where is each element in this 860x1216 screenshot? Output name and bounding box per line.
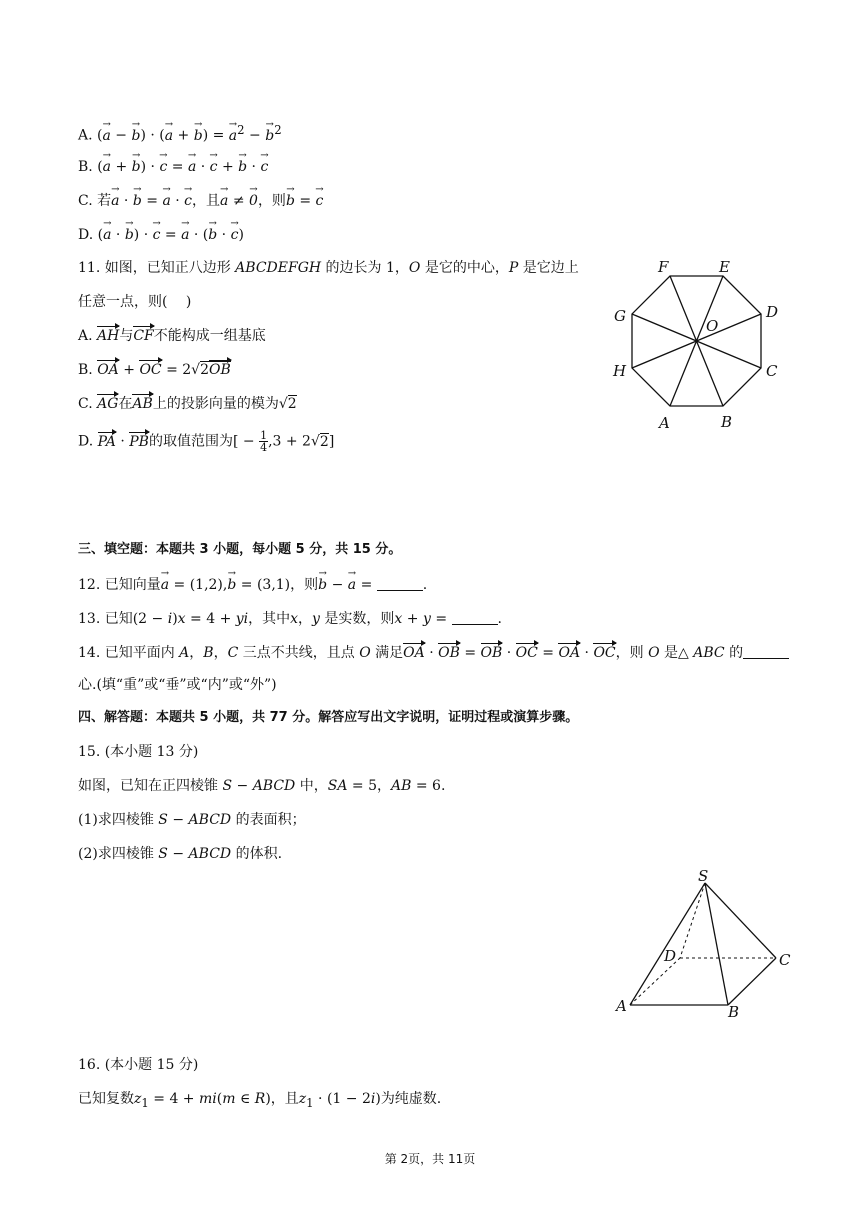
label-o: O [706,317,719,335]
q10-option-c: C. 若→ a · → b = → a · → c，且→ a ≠ → 0，则→ b = → c [78,191,323,211]
q15-sub2: (2)求四棱锥 S − ABCD 的体积. [78,846,283,862]
q11-stem-line2: 任意一点，则( ) [78,294,192,310]
q11-option-b: B. OA + OC = 2√2OB [78,362,231,378]
section-3-title: 三、填空题：本题共 3 小题，每小题 5 分，共 15 分。 [78,542,402,557]
q10-option-a: A. (→ a − → b) · (→ a + → b) = → $a^2$ − → $b^2$ [78,120,282,146]
q10-option-d: D. (→ a · → b) · → c = → a · (→ b · → c) [78,225,244,245]
q14: 14. 已知平面内 A，B，C 三点不共线，且点 O 满足OA · OB = OB · OC = OA · OC，则 O 是△ ABC 的 [78,643,789,663]
label-b: B [728,1003,740,1021]
label-a: A [659,414,670,432]
q15-stem: 如图，已知在正四棱锥 S − ABCD 中，SA = 5，AB = 6. [78,778,446,794]
q11-stem: 11. 如图，已知正八边形 ABCDEFGH 的边长为 1，O 是它的中心，P 是它边上 [78,260,579,276]
pyramid-figure [610,865,800,1025]
label-g: G [614,307,626,325]
label-s: S [698,867,709,885]
label-h: H [613,362,627,380]
label-b: B [721,413,733,431]
q15-sub1: (1)求四棱锥 S − ABCD 的表面积； [78,812,306,828]
q10-option-b: B. (→ a + → b) · → c = → a · → c + → b · → c [78,157,268,177]
q16-stem: 已知复数$z_1 = 4 + mi(m$ ∈ R)，且$z_1 \cdot (1 - 2i)$为纯虚数. [78,1091,442,1110]
label-d: D [664,947,677,965]
q12: 12. 已知向量→ a = (1,2),→ b = (3,1)，则→ b − → a = . [78,575,427,595]
label-f: F [658,258,669,276]
label-e: E [719,258,730,276]
label-c: C [766,362,778,380]
label-c: C [779,951,791,969]
label-d: D [766,303,779,321]
q15-header: 15. (本小题 13 分) [78,744,199,760]
q16-header: 16. (本小题 15 分) [78,1057,199,1073]
section-4-title: 四、解答题：本题共 5 小题，共 77 分。解答应写出文字说明，证明过程或演算步骤。 [78,710,579,725]
q11-option-d: D. PA · PB的取值范围为[ − $\frac{1}{4}$ ,3 + 2√2] [78,429,335,454]
page-footer: 第 2页，共 11页 [384,1152,476,1166]
q11-option-a: A. AH与CF不能构成一组基底 [78,328,266,344]
q11-option-c: C. AG在AB上的投影向量的模为√2 [78,396,297,412]
q14-line2: 心.(填“重”或“垂”或“内”或“外”) [78,677,277,693]
octagon-figure [600,255,800,435]
label-a: A [616,997,627,1015]
q13: 13. 已知(2 − i)x = 4 + yi，其中x，y 是实数，则x + y = . [78,611,502,627]
